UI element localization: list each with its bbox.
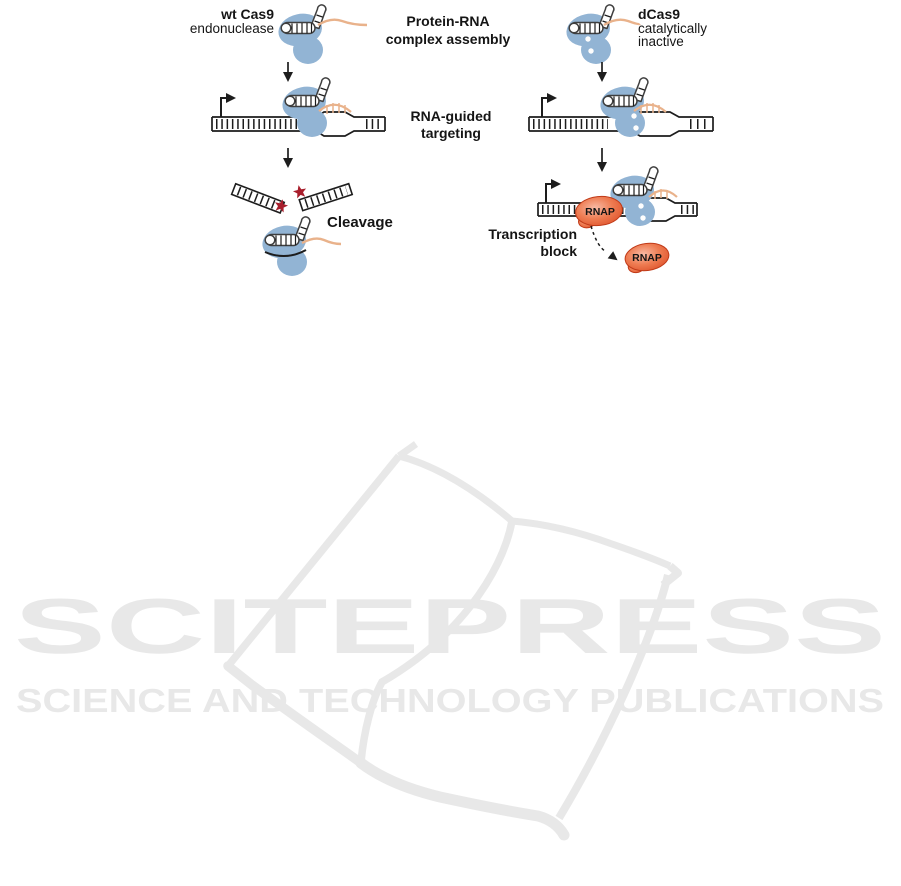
rnap-on-dna-label: RNAP xyxy=(585,206,615,218)
dcas9-complex xyxy=(563,5,640,64)
mutation-dot-icon xyxy=(640,215,645,220)
dna-right xyxy=(529,78,713,137)
inactive-label: inactive xyxy=(638,34,684,49)
wt-cas9-label: wt Cas9 xyxy=(221,6,274,22)
rnap-release-arrowhead xyxy=(608,251,621,264)
guide-rna-tail xyxy=(318,20,367,25)
transcription-block-label-line1: Transcription xyxy=(488,226,577,242)
cleavage-star-icon xyxy=(292,184,308,199)
promoter-arrow-icon xyxy=(542,98,555,117)
wt-cas9-column xyxy=(190,5,393,276)
protein-rna-assembly-label-line1: Protein-RNA xyxy=(406,13,490,29)
cleaved-dna-fragment-right xyxy=(299,183,352,211)
rna-guided-targeting-label-line2: targeting xyxy=(421,125,481,141)
rnap-released xyxy=(623,241,670,274)
catalytically-label: catalytically xyxy=(638,21,708,36)
book-bottom-edge xyxy=(361,763,564,835)
mutation-dot-icon xyxy=(633,125,638,130)
transcription-block-label-line2: block xyxy=(540,243,577,259)
process-step-labels xyxy=(386,13,511,141)
promoter-arrow-icon xyxy=(546,184,559,203)
mutation-dot-icon xyxy=(631,113,636,118)
mutation-dot-icon xyxy=(638,203,643,208)
rnap-release-arrow xyxy=(591,226,605,251)
endonuclease-label: endonuclease xyxy=(189,21,274,36)
scitepress-logo-text: SCITEPRESS xyxy=(14,582,886,670)
dcas9-label: dCas9 xyxy=(638,6,681,22)
dcas9-column xyxy=(488,5,713,274)
wt-cas9-bound-complex xyxy=(279,78,351,137)
scitepress-tagline: SCIENCE AND TECHNOLOGY PUBLICATIONS xyxy=(16,682,884,719)
dna-left xyxy=(212,78,385,137)
open-book-watermark xyxy=(14,444,886,835)
rna-guided-targeting-label-line1: RNA-guided xyxy=(410,108,492,124)
protein-rna-assembly-label-line2: complex assembly xyxy=(385,31,511,47)
mutation-dot-icon xyxy=(588,48,593,53)
wt-cas9-complex xyxy=(275,5,367,64)
promoter-arrow-icon xyxy=(221,98,234,117)
mutation-dot-icon xyxy=(585,36,590,41)
dna-transcription-block xyxy=(538,167,697,229)
guide-rna-tail xyxy=(302,239,341,244)
rnap-released-label: RNAP xyxy=(632,252,662,264)
cleavage-label: Cleavage xyxy=(327,214,393,231)
